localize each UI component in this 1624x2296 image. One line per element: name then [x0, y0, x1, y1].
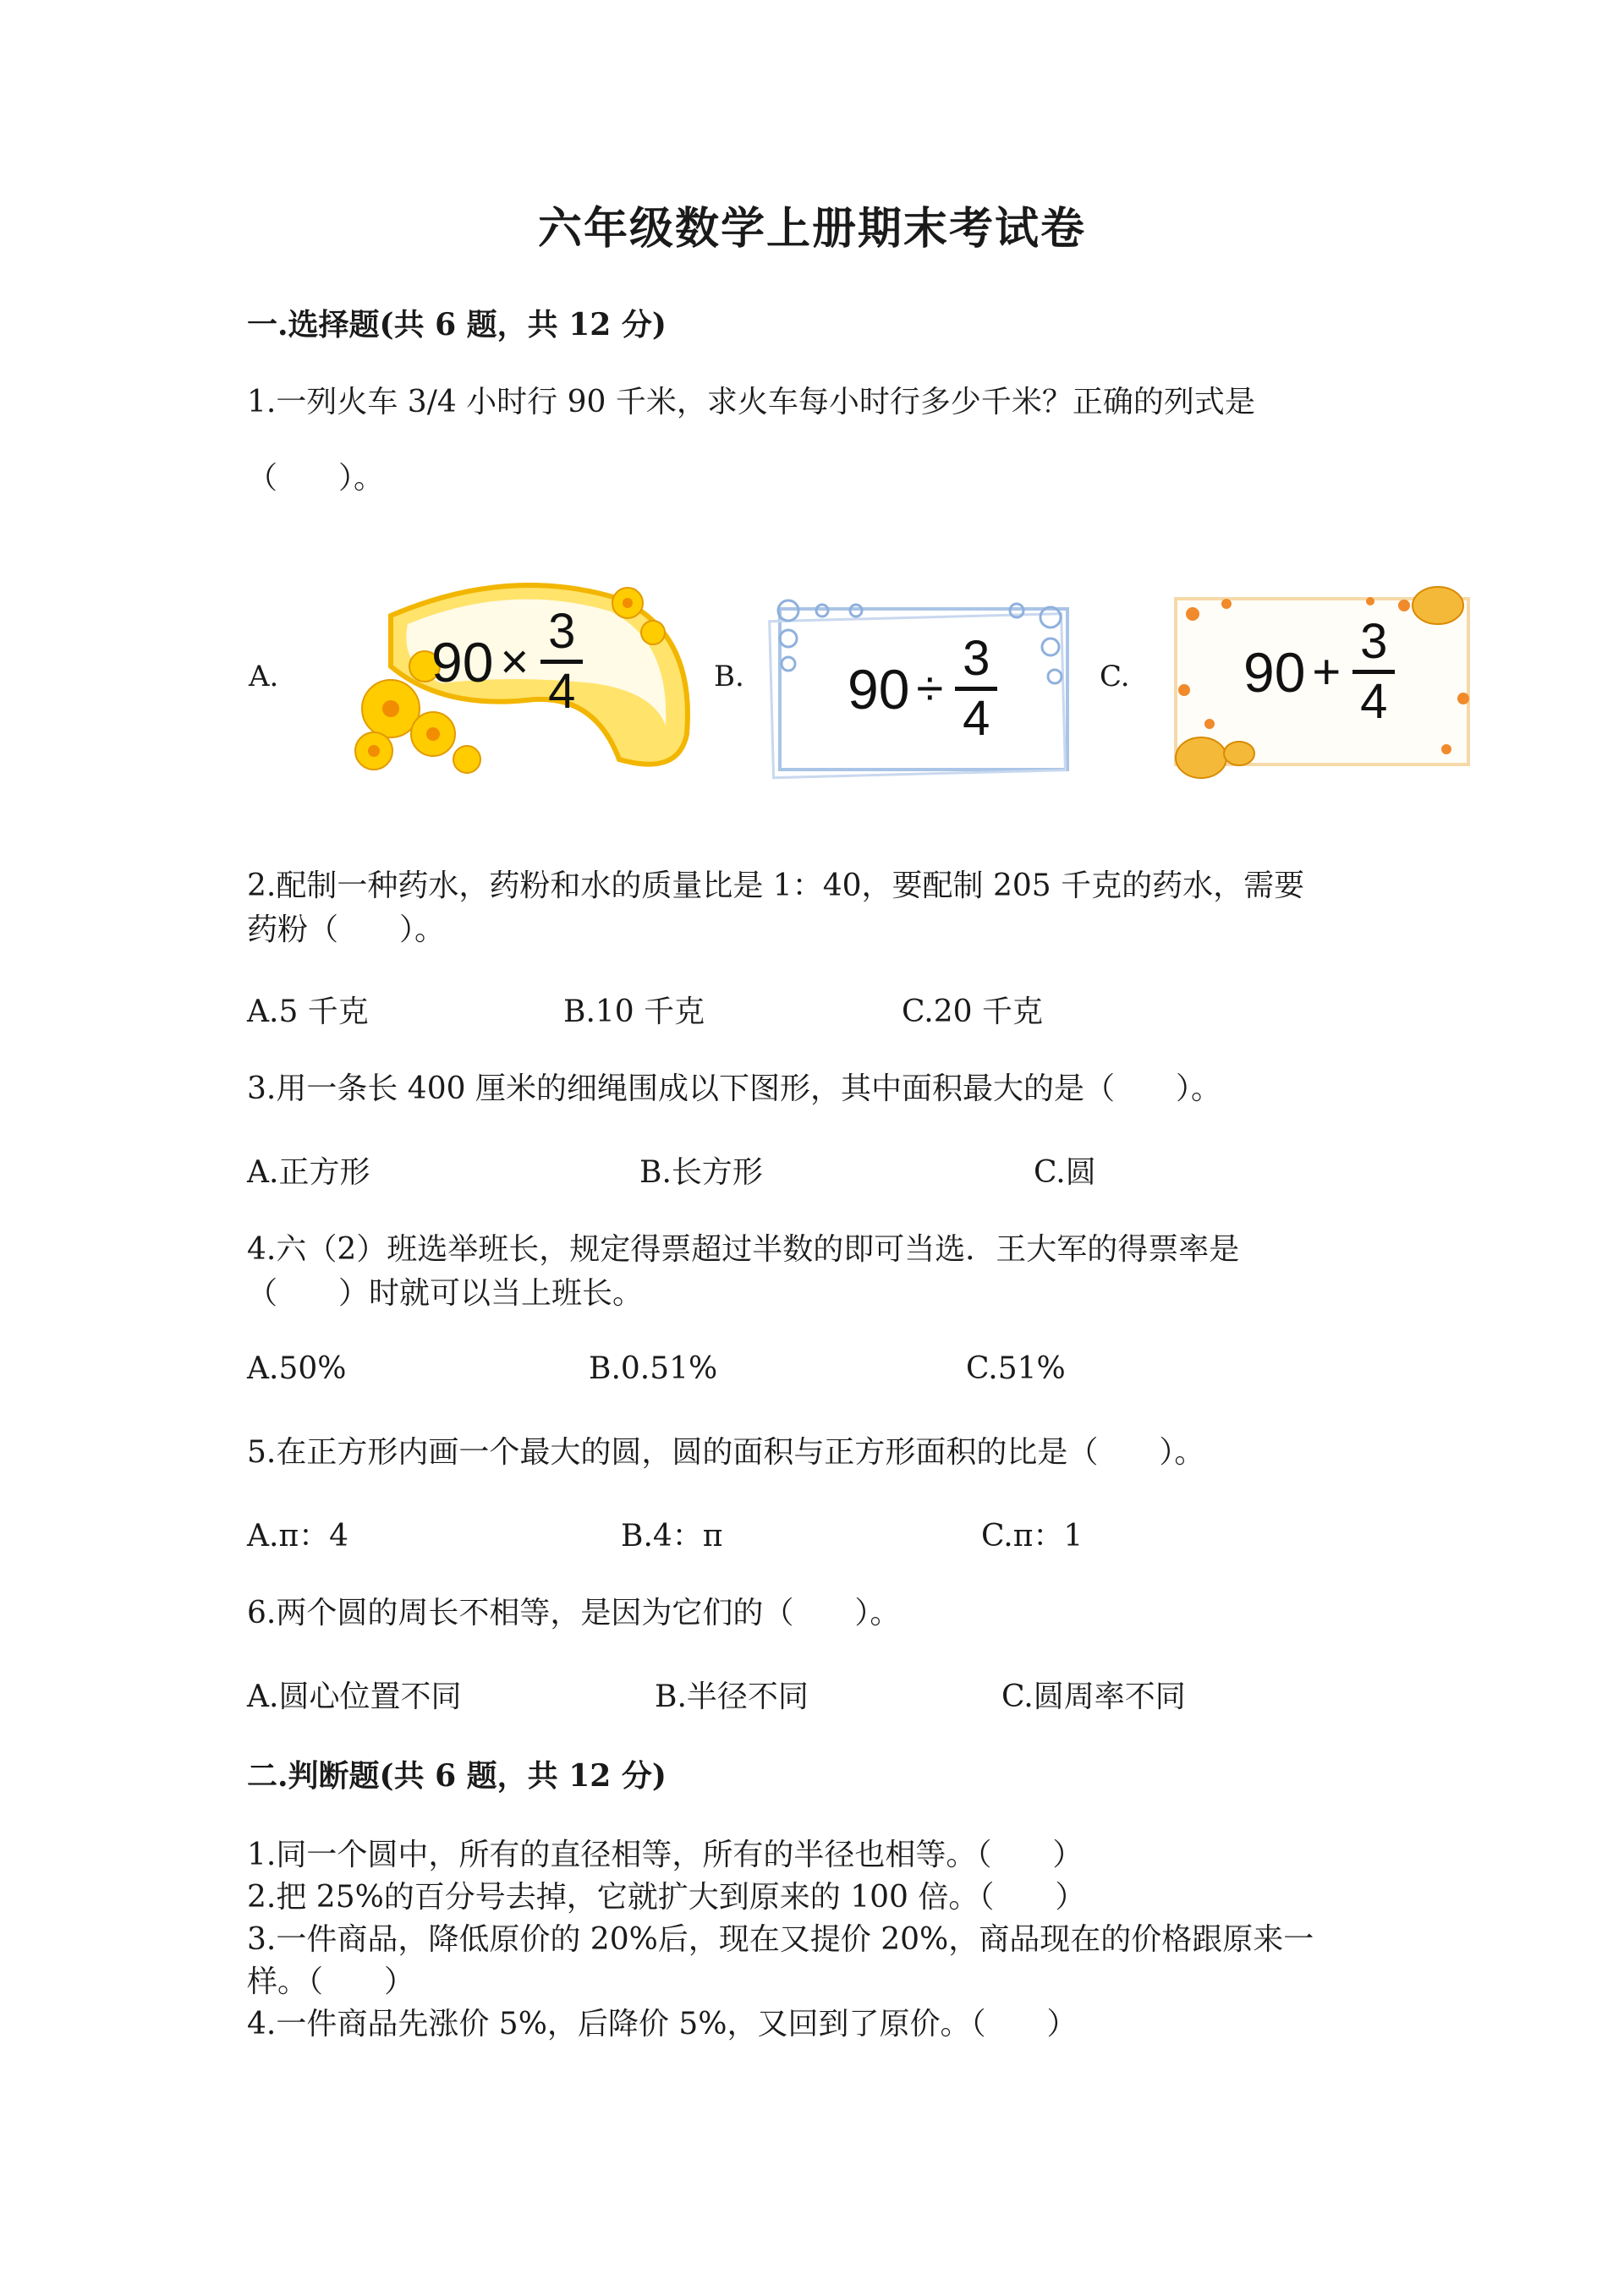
- section-heading-choice: 一.选择题(共 6 题，共 12 分): [247, 307, 667, 342]
- question-2-text: 2.配制一种药水，药粉和水的质量比是 1：40，要配制 205 千克的药水，需要: [247, 869, 1305, 903]
- option-c-card[interactable]: [1159, 580, 1485, 783]
- question-4-text: 4.六（2）班选举班长，规定得票超过半数的即可当选．王大军的得票率是: [247, 1232, 1240, 1267]
- question-5-option-c[interactable]: C.π：1: [981, 1519, 1084, 1553]
- option-a-fraction: [540, 604, 583, 719]
- judgement-item-4: 4.一件商品先涨价 5%，后降价 5%，又回到了原价。（ ）: [247, 2007, 1078, 2041]
- question-5-option-b[interactable]: B.4：π: [621, 1519, 723, 1553]
- option-a-number: 90: [431, 630, 494, 693]
- option-a-card[interactable]: [340, 565, 695, 783]
- question-6-option-c[interactable]: C.圆周率不同: [1001, 1680, 1186, 1714]
- question-6-text: 6.两个圆的周长不相等，是因为它们的（ ）。: [247, 1596, 901, 1630]
- option-c-denominator: 4: [1360, 674, 1388, 729]
- question-3-option-a[interactable]: A.正方形: [247, 1155, 370, 1190]
- question-2-option-b[interactable]: B.10 千克: [563, 995, 705, 1029]
- question-4-option-b[interactable]: B.0.51%: [589, 1351, 718, 1386]
- option-a-label: A.: [249, 660, 279, 693]
- option-a-expression: [431, 604, 583, 719]
- question-1-text: 1.一列火车 3/4 小时行 90 千米，求火车每小时行多少千米？正确的列式是: [247, 385, 1255, 419]
- question-5-text: 5.在正方形内画一个最大的圆，圆的面积与正方形面积的比是（ ）。: [247, 1435, 1205, 1470]
- question-1-blank: （ ）。: [247, 461, 385, 496]
- option-c-fraction: [1352, 614, 1395, 729]
- question-5-option-a[interactable]: A.π：4: [247, 1519, 349, 1553]
- question-3-text: 3.用一条长 400 厘米的细绳围成以下图形，其中面积最大的是（ ）。: [247, 1071, 1221, 1106]
- judgement-item-1: 1.同一个圆中，所有的直径相等，所有的半径也相等。（ ）: [247, 1838, 1084, 1872]
- option-c-expression: [1243, 614, 1395, 729]
- option-c-number: 90: [1243, 640, 1306, 704]
- page-title: 六年级数学上册期末考试卷: [537, 203, 1086, 255]
- question-2-option-c[interactable]: C.20 千克: [902, 995, 1043, 1029]
- question-3-option-b[interactable]: B.长方形: [639, 1155, 763, 1190]
- option-c-operator: +: [1312, 644, 1341, 699]
- option-b-label: B.: [714, 660, 744, 693]
- question-6-option-a[interactable]: A.圆心位置不同: [247, 1680, 462, 1714]
- judgement-item-3-cont: 样。（ ）: [247, 1964, 415, 1999]
- option-b-denominator: 4: [963, 691, 990, 746]
- question-6-option-b[interactable]: B.半径不同: [655, 1680, 809, 1714]
- option-b-expression: [848, 631, 997, 746]
- section-heading-judgement: 二.判断题(共 6 题，共 12 分): [247, 1758, 667, 1794]
- question-4-option-a[interactable]: A.50%: [247, 1351, 347, 1386]
- option-b-numerator: 3: [963, 631, 990, 686]
- judgement-item-3: 3.一件商品，降低原价的 20%后，现在又提价 20%，商品现在的价格跟原来一: [247, 1922, 1314, 1957]
- question-2-text-cont: 药粉（ ）。: [247, 912, 446, 947]
- option-b-card[interactable]: [763, 592, 1084, 780]
- option-c-label: C.: [1100, 660, 1130, 693]
- question-2-option-a[interactable]: A.5 千克: [247, 995, 369, 1029]
- option-a-denominator: 4: [548, 664, 576, 719]
- question-4-option-c[interactable]: C.51%: [966, 1351, 1066, 1386]
- option-b-operator: ÷: [916, 661, 944, 716]
- question-3-option-c[interactable]: C.圆: [1034, 1155, 1096, 1190]
- option-a-numerator: 3: [548, 604, 576, 659]
- option-c-numerator: 3: [1360, 614, 1388, 669]
- judgement-item-2: 2.把 25%的百分号去掉，它就扩大到原来的 100 倍。（ ）: [247, 1880, 1086, 1915]
- option-b-number: 90: [848, 657, 910, 721]
- question-4-text-cont: （ ）时就可以当上班长。: [247, 1276, 644, 1311]
- option-b-fraction: [955, 631, 997, 746]
- option-a-operator: ×: [500, 634, 529, 689]
